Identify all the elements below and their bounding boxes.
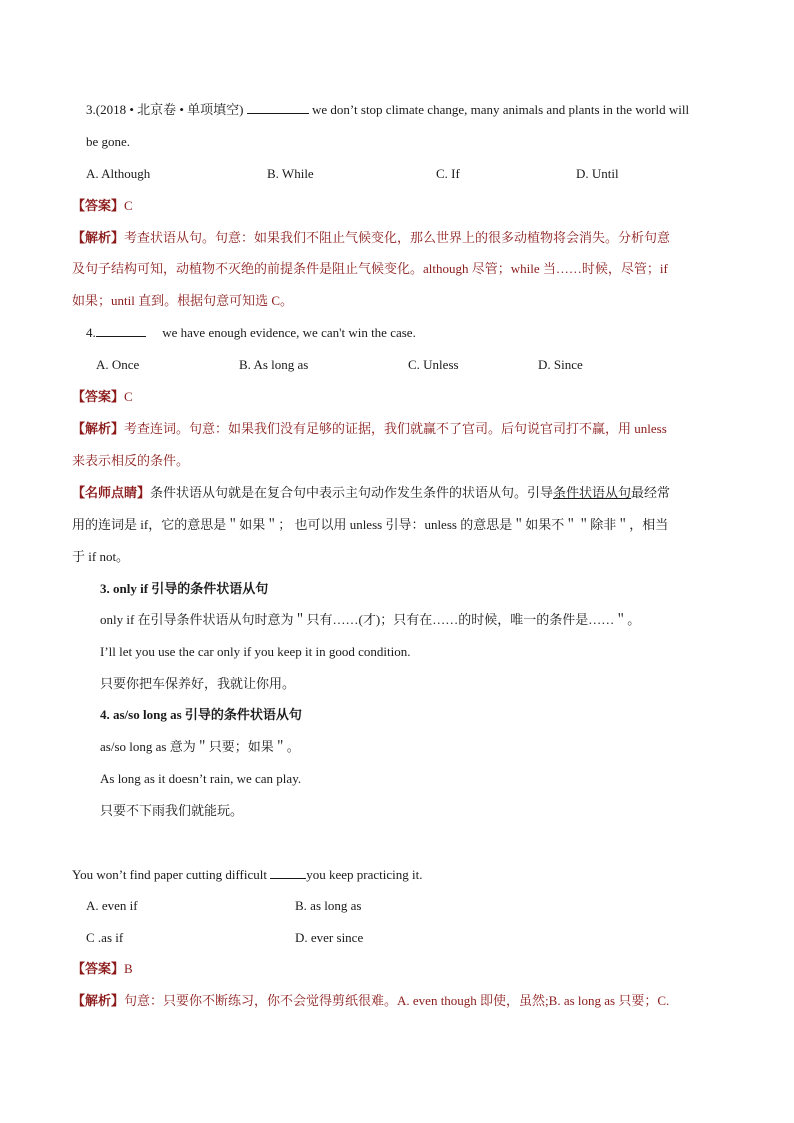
q3-rest: we don’t stop climate change, many animals and plants in the world will (312, 102, 690, 117)
q3-answer (72, 197, 133, 215)
q5-answer-label: 【答案】 (72, 961, 125, 976)
q3-analysis-text1: 考查状语从句。句意：如果我们不阻止气候变化，那么世界上的很多动植物将会消失。分析句意 (124, 230, 671, 245)
tip-text1b: 最经常 (631, 485, 671, 500)
q5-analysis-text1: 句意：只要你不断练习，你不会觉得剪纸很难。A. even though 即使，虽然;B. as long as 只要；C. (124, 993, 670, 1008)
q3-answer-value: C (124, 198, 133, 213)
tip-text1u: 条件状语从句 (553, 485, 632, 500)
q4-option-d[interactable]: D. Since (538, 357, 583, 372)
q5-analysis-label: 【解析】 (72, 993, 125, 1008)
q3-analysis-label: 【解析】 (72, 230, 125, 245)
q4-option-a[interactable]: A. Once (96, 357, 140, 372)
section3-example-cn: 只要你把车保养好，我就让你用。 (100, 676, 296, 691)
q4-answer-label: 【答案】 (72, 389, 125, 404)
section3-example-en: I’ll let you use the car only if you keep it in good condition. (100, 644, 411, 659)
tip-line3: 于 if not。 (72, 549, 130, 564)
section4-example-en: As long as it doesn’t rain, we can play. (100, 771, 302, 786)
q3-option-d[interactable]: D. Until (576, 166, 619, 181)
q4-stem (86, 324, 416, 342)
q4-analysis-line2: 来表示相反的条件。 (72, 453, 190, 468)
q4-analysis-label: 【解析】 (72, 421, 125, 436)
q3-option-b[interactable]: B. While (267, 166, 314, 181)
section3-line1: only if 在引导条件状语从句时意为＂只有……(才)；只有在……的时候，唯一的条件是……＂。 (100, 612, 641, 627)
q5-stem (72, 866, 423, 884)
q3-analysis-line3: 如果；until 直到。根据句意可知选 C。 (72, 293, 294, 308)
q4-rest: we have enough evidence, we can't win the case. (162, 325, 416, 340)
q5-option-a[interactable]: A. even if (86, 898, 138, 913)
tip-label: 【名师点睛】 (72, 485, 151, 500)
q5-answer (72, 960, 133, 978)
q4-lead: 4. (86, 325, 96, 340)
q3-stem-cont: be gone. (86, 134, 131, 149)
section4-heading: 4. as/so long as 引导的条件状语从句 (100, 707, 302, 722)
section4-line1: as/so long as 意为＂只要；如果＂。 (100, 739, 300, 754)
q5-option-b[interactable]: B. as long as (295, 898, 362, 913)
q5-option-d[interactable]: D. ever since (295, 930, 364, 945)
q3-lead: 3.(2018 • 北京卷 • 单项填空) (86, 102, 244, 117)
q4-answer-value: C (124, 389, 133, 404)
q4-analysis-line1 (72, 420, 667, 438)
q4-answer (72, 388, 133, 406)
q4-option-b[interactable]: B. As long as (239, 357, 309, 372)
section3-heading: 3. only if 引导的条件状语从句 (100, 581, 269, 596)
q5-lead: You won’t find paper cutting difficult (72, 867, 267, 882)
q3-answer-label: 【答案】 (72, 198, 125, 213)
q3-option-c[interactable]: C. If (436, 166, 460, 181)
q5-analysis-line1 (72, 992, 669, 1010)
q5-rest: you keep practicing it. (306, 867, 423, 882)
section4-example-cn: 只要不下雨我们就能玩。 (100, 803, 244, 818)
q3-option-a[interactable]: A. Although (86, 166, 151, 181)
tip-line1 (72, 484, 670, 502)
tip-line2: 用的连词是 if，它的意思是＂如果＂； 也可以用 unless 引导：unless 的意思是＂如果不＂＂除非＂，相当 (72, 517, 669, 532)
q4-option-c[interactable]: C. Unless (408, 357, 459, 372)
q3-stem (86, 101, 689, 119)
q5-blank[interactable] (270, 866, 306, 879)
tip-text1a: 条件状语从句就是在复合句中表示主句动作发生条件的状语从句。引导 (150, 485, 554, 500)
q5-answer-value: B (124, 961, 133, 976)
q4-analysis-text1: 考查连词。句意：如果我们没有足够的证据，我们就赢不了官司。后句说官司打不赢，用 unless (124, 421, 667, 436)
q3-analysis-line2: 及句子结构可知，动植物不灭绝的前提条件是阻止气候变化。although 尽管；while 当……时候，尽管；if (72, 261, 668, 276)
q3-analysis-line1 (72, 229, 670, 247)
q3-blank[interactable] (247, 101, 309, 114)
q5-option-c[interactable]: C .as if (86, 930, 124, 945)
q4-blank[interactable] (96, 324, 146, 337)
